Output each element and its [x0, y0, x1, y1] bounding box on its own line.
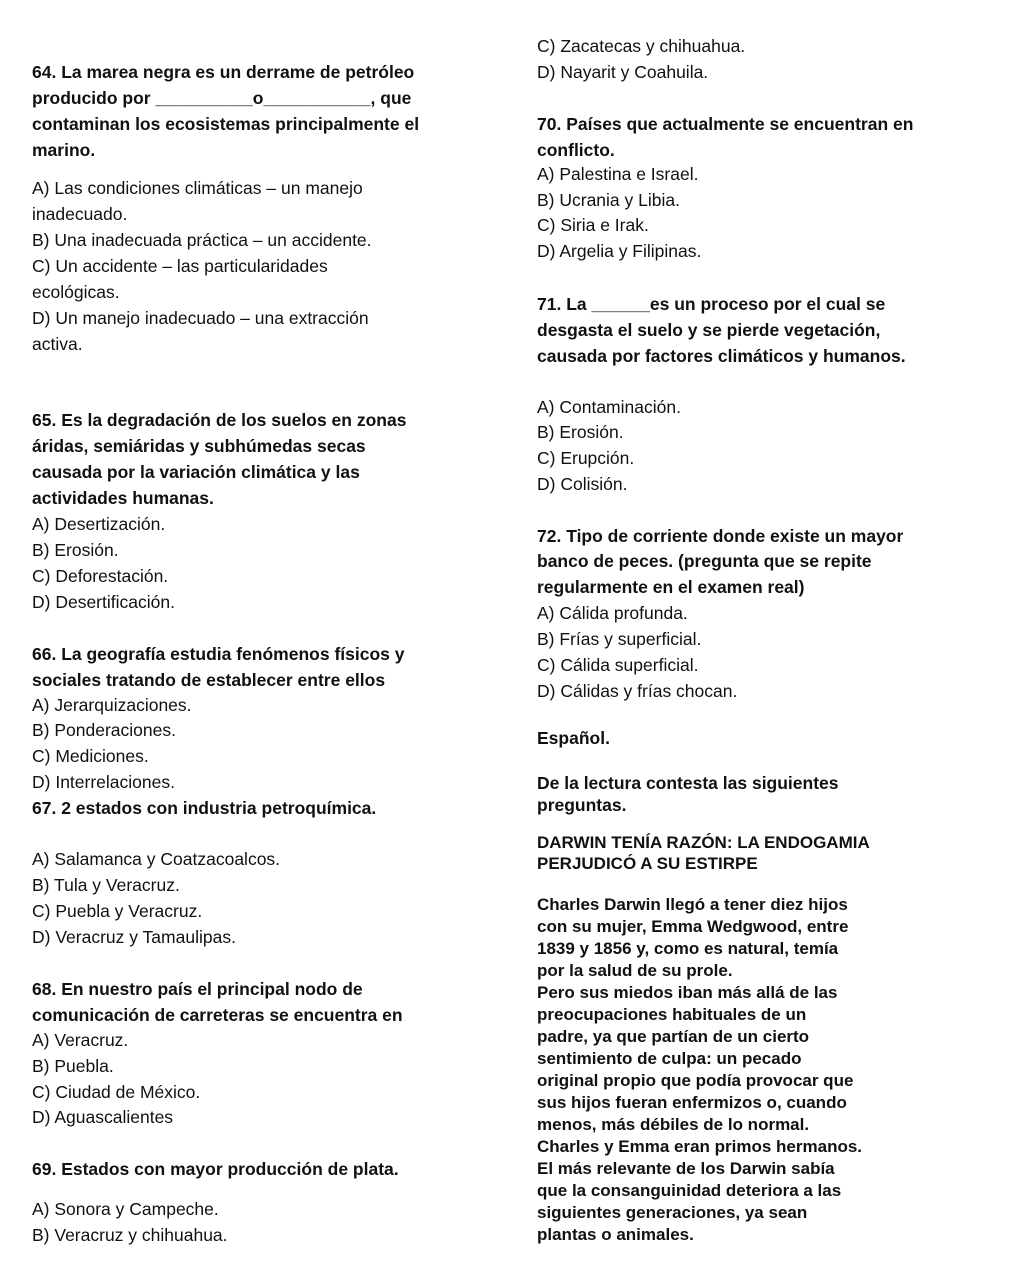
q67-stem-line: 67. 2 estados con industria petroquímica.: [32, 798, 377, 818]
q70-option: D) Argelia y Filipinas.: [537, 241, 702, 261]
article-line: por la salud de su prole.: [537, 961, 733, 980]
q71-option: A) Contaminación.: [537, 397, 681, 417]
q71-option: B) Erosión.: [537, 422, 624, 442]
q71-option: D) Colisión.: [537, 474, 628, 494]
article-line: menos, más débiles de lo normal.: [537, 1115, 810, 1134]
article-line: Charles y Emma eran primos hermanos.: [537, 1137, 863, 1156]
q64-option: ecológicas.: [32, 282, 120, 302]
article-line: preocupaciones habituales de un: [537, 1005, 807, 1024]
q65-option: C) Deforestación.: [32, 566, 169, 586]
article-line: 1839 y 1856 y, como es natural, temía: [537, 939, 839, 958]
article-title-line: DARWIN TENÍA RAZÓN: LA ENDOGAMIA: [537, 833, 870, 852]
q72-option: D) Cálidas y frías chocan.: [537, 681, 738, 701]
q69-stem-line: 69. Estados con mayor producción de plata.: [32, 1159, 399, 1179]
article-line: siguientes generaciones, ya sean: [537, 1203, 808, 1222]
q65-stem-line: 65. Es la degradación de los suelos en zonas: [32, 410, 407, 430]
article-line: plantas o animales.: [537, 1225, 694, 1244]
q64-stem-line: 64. La marea negra es un derrame de petróleo: [32, 62, 415, 82]
q67-option: D) Veracruz y Tamaulipas.: [32, 927, 236, 947]
q64-stem-line: contaminan los ecosistemas principalmente el: [32, 114, 420, 134]
article-line: Pero sus miedos iban más allá de las: [537, 983, 838, 1002]
q69-option: A) Sonora y Campeche.: [32, 1199, 219, 1219]
article-line: con su mujer, Emma Wedgwood, entre: [537, 917, 849, 936]
q64-stem-line: producido por __________o___________, que: [32, 88, 412, 108]
q66-option: C) Mediciones.: [32, 746, 149, 766]
q68-option: D) Aguascalientes: [32, 1107, 174, 1127]
article-line: original propio que podía provocar que: [537, 1071, 854, 1090]
q65-stem-line: causada por la variación climática y las: [32, 462, 360, 482]
q64-option: activa.: [32, 334, 83, 354]
q69-option: B) Veracruz y chihuahua.: [32, 1225, 228, 1245]
q70-option: B) Ucrania y Libia.: [537, 190, 680, 210]
q71-stem-line: causada por factores climáticos y humanos.: [537, 346, 906, 366]
q72-stem-line: regularmente en el examen real): [537, 577, 805, 597]
q68-option: A) Veracruz.: [32, 1030, 129, 1050]
q64-option: B) Una inadecuada práctica – un accidente.: [32, 230, 372, 250]
q66-option: B) Ponderaciones.: [32, 720, 176, 740]
q72-option: C) Cálida superficial.: [537, 655, 699, 675]
q66-option: A) Jerarquizaciones.: [32, 695, 192, 715]
q64-option: inadecuado.: [32, 204, 128, 224]
q69-option: C) Zacatecas y chihuahua.: [537, 36, 746, 56]
q71-option: C) Erupción.: [537, 448, 635, 468]
q65-stem-line: actividades humanas.: [32, 488, 214, 508]
q64-option: C) Un accidente – las particularidades: [32, 256, 328, 276]
q70-stem-line: conflicto.: [537, 140, 615, 160]
q72-option: A) Cálida profunda.: [537, 603, 688, 623]
article-title-line: PERJUDICÓ A SU ESTIRPE: [537, 854, 758, 873]
instruction-line: De la lectura contesta las siguientes: [537, 773, 839, 793]
q72-stem-line: banco de peces. (pregunta que se repite: [537, 551, 872, 571]
q71-stem-line: 71. La ______es un proceso por el cual se: [537, 294, 886, 314]
q71-stem-line: desgasta el suelo y se pierde vegetación,: [537, 320, 881, 340]
q65-stem-line: áridas, semiáridas y subhúmedas secas: [32, 436, 366, 456]
q67-option: C) Puebla y Veracruz.: [32, 901, 203, 921]
q64-option: D) Un manejo inadecuado – una extracción: [32, 308, 369, 328]
article-line: padre, ya que partían de un cierto: [537, 1027, 810, 1046]
q64-stem-line: marino.: [32, 140, 96, 160]
q66-stem-line: 66. La geografía estudia fenómenos físicos y: [32, 644, 405, 664]
instruction-line: preguntas.: [537, 795, 627, 815]
q65-option: D) Desertificación.: [32, 592, 175, 612]
q66-option: D) Interrelaciones.: [32, 772, 175, 792]
q72-option: B) Frías y superficial.: [537, 629, 702, 649]
article-line: sus hijos fueran enfermizos o, cuando: [537, 1093, 847, 1112]
article-line: sentimiento de culpa: un pecado: [537, 1049, 802, 1068]
q70-option: A) Palestina e Israel.: [537, 164, 699, 184]
section-title: Español.: [537, 728, 610, 748]
q68-stem-line: 68. En nuestro país el principal nodo de: [32, 979, 363, 999]
article-line: El más relevante de los Darwin sabía: [537, 1159, 835, 1178]
q64-option: A) Las condiciones climáticas – un manejo: [32, 178, 363, 198]
q72-stem-line: 72. Tipo de corriente donde existe un mayor: [537, 526, 904, 546]
q68-stem-line: comunicación de carreteras se encuentra en: [32, 1005, 403, 1025]
article-line: que la consanguinidad deteriora a las: [537, 1181, 842, 1200]
q68-option: C) Ciudad de México.: [32, 1082, 201, 1102]
q65-option: B) Erosión.: [32, 540, 119, 560]
q66-stem-line: sociales tratando de establecer entre ellos: [32, 670, 386, 690]
article-line: Charles Darwin llegó a tener diez hijos: [537, 895, 848, 914]
q67-option: B) Tula y Veracruz.: [32, 875, 180, 895]
q70-option: C) Siria e Irak.: [537, 215, 649, 235]
q69-option: D) Nayarit y Coahuila.: [537, 62, 709, 82]
q68-option: B) Puebla.: [32, 1056, 114, 1076]
q65-option: A) Desertización.: [32, 514, 166, 534]
q67-option: A) Salamanca y Coatzacoalcos.: [32, 849, 281, 869]
q70-stem-line: 70. Países que actualmente se encuentran en: [537, 114, 914, 134]
